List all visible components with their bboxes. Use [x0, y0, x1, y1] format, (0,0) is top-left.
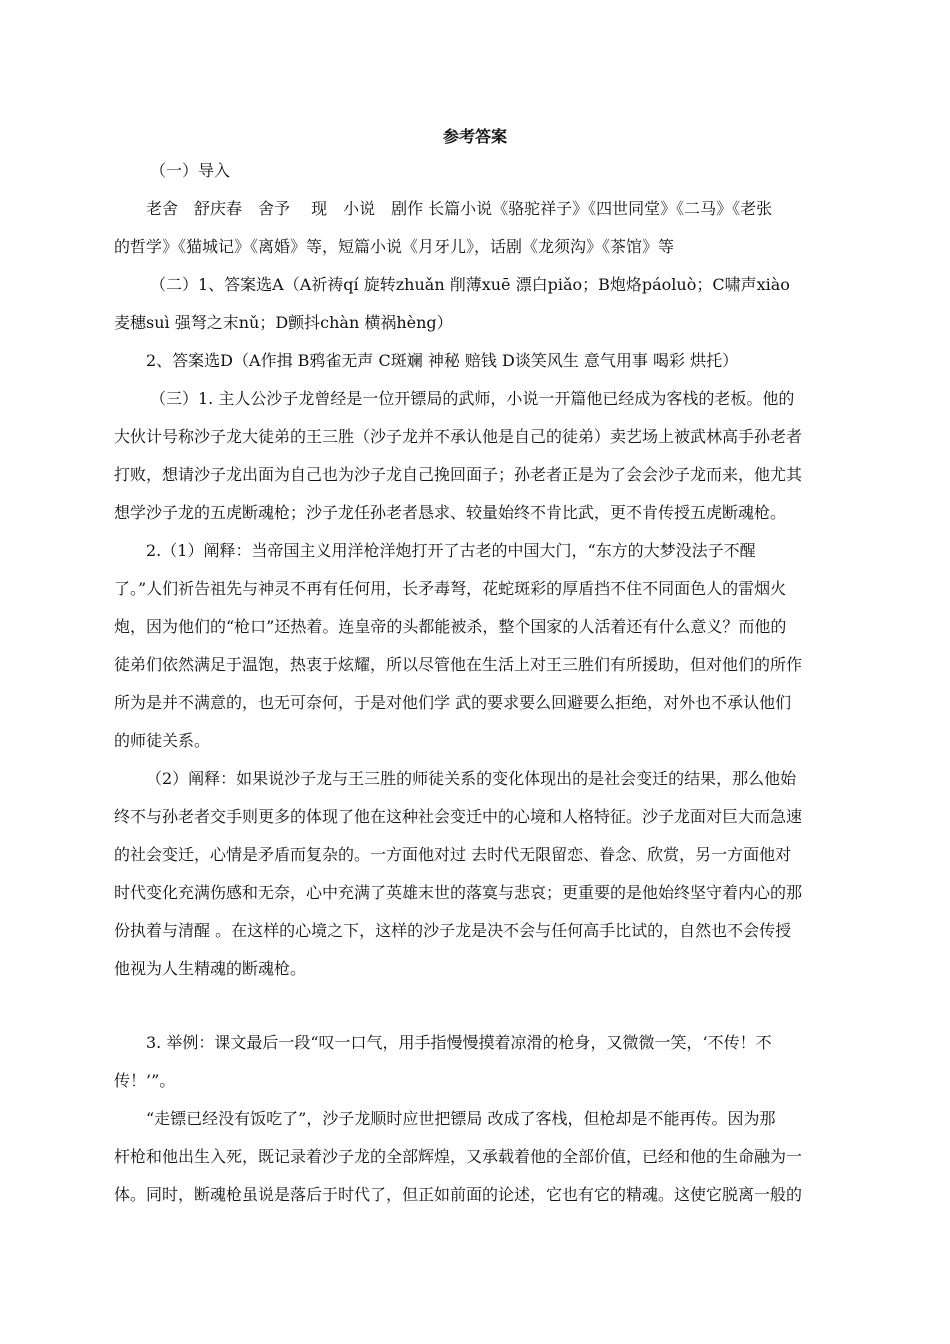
text-line: 了。”人们祈告祖先与神灵不再有任何用，长矛毒弩，花蛇斑彩的厚盾挡不住不同面色人的雷烟火 — [114, 579, 787, 598]
text-line: 终不与孙老者交手则更多的体现了他在这种社会变迁中的心境和人格特征。沙子龙面对巨大而急速 — [114, 807, 803, 826]
page-title: 参考答案 — [442, 127, 507, 146]
text-line: 份执着与清醒 。在这样的心境之下，这样的沙子龙是决不会与任何高手比试的，自然也不会传授 — [114, 921, 792, 940]
text-line: 大伙计号称沙子龙大徒弟的王三胜（沙子龙并不承认他是自己的徒弟）卖艺场上被武林高手孙老者 — [114, 427, 803, 446]
text-line: 的师徒关系。 — [114, 731, 211, 750]
text-line: 传！’”。 — [114, 1071, 176, 1090]
text-line: 炮，因为他们的“枪口”还热着。连皇帝的头都能被杀，整个国家的人活着还有什么意义？而他的 — [114, 617, 787, 636]
section-example — [114, 1024, 836, 1100]
text-line: 3. 举例：课文最后一段“叹一口气，用手指慢慢摸着凉滑的枪身，又微微一笑，‘不传！不 — [146, 1033, 772, 1052]
text-line: 他视为人生精魂的断魂枪。 — [114, 959, 307, 978]
text-line: 2.（1）阐释：当帝国主义用洋枪洋炮打开了古老的中国大门，“东方的大梦没法子不醒 — [146, 541, 756, 560]
text-line: （三）1. 主人公沙子龙曾经是一位开镖局的武师，小说一开篇他已经成为客栈的老板。他的 — [150, 389, 795, 408]
text-line: （二）1、答案选A（A祈祷qí 旋转zhuǎn 削薄xuē 漂白piǎo；B炮烙páoluò；C啸声xiào — [150, 275, 790, 294]
text-line: 时代变化充满伤感和无奈，心中充满了英雄末世的落寞与悲哀；更重要的是他始终坚守着内心的那 — [114, 883, 803, 902]
text-line: 打败，想请沙子龙出面为自己也为沙子龙自己挽回面子；孙老者正是为了会会沙子龙而来，他尤其 — [114, 465, 803, 484]
section-discussion — [114, 1100, 836, 1214]
section-analysis-2-2 — [114, 760, 836, 988]
text-line: 老舍 舒庆春 舍予 现 小说 剧作 长篇小说《骆驼祥子》《四世同堂》《二马》《老张 — [146, 199, 773, 218]
section-heading: （一）导入 — [150, 161, 231, 180]
text-line: 杆枪和他出生入死，既记录着沙子龙的全部辉煌，又承载着他的全部价值，已经和他的生命融为一 — [114, 1147, 803, 1166]
text-line: 想学沙子龙的五虎断魂枪；沙子龙任孙老者恳求、较量始终不肯比武，更不肯传授五虎断魂枪。 — [114, 503, 787, 522]
section-intro — [114, 152, 836, 266]
section-analysis-2-1 — [114, 532, 836, 760]
text-line: “走镖已经没有饭吃了”，沙子龙顺时应世把镖局 改成了客栈，但枪却是不能再传。因为那 — [146, 1109, 776, 1128]
text-line: 体。同时，断魂枪虽说是落后于时代了，但正如前面的论述，它也有它的精魂。这使它脱离一般的 — [114, 1185, 803, 1204]
text-line: （2）阐释：如果说沙子龙与王三胜的师徒关系的变化体现出的是社会变迁的结果，那么他始 — [146, 769, 797, 788]
text-line: 的社会变迁，心情是矛盾而复杂的。一方面他对过 去时代无限留恋、眷念、欣赏，另一方面他对 — [114, 845, 792, 864]
section-analysis-1 — [114, 380, 836, 532]
text-line: 的哲学》《猫城记》《离婚》等，短篇小说《月牙儿》，话剧《龙须沟》《茶馆》等 — [114, 237, 675, 256]
text-line: 麦穗suì 强弩之末nǔ；D颤抖chàn 横祸hèng） — [114, 313, 453, 332]
text-line: 2、答案选D（A作揖 B鸦雀无声 C斑斓 神秘 赔钱 D谈笑风生 意气用事 喝彩 烘托） — [146, 351, 739, 370]
section-answers — [114, 266, 836, 380]
text-line: 徒弟们依然满足于温饱，热衷于炫耀，所以尽管他在生活上对王三胜们有所援助，但对他们的所作 — [114, 655, 803, 674]
text-line: 所为是并不满意的，也无可奈何，于是对他们学 武的要求要么回避要么拒绝，对外也不承认他们 — [114, 693, 792, 712]
